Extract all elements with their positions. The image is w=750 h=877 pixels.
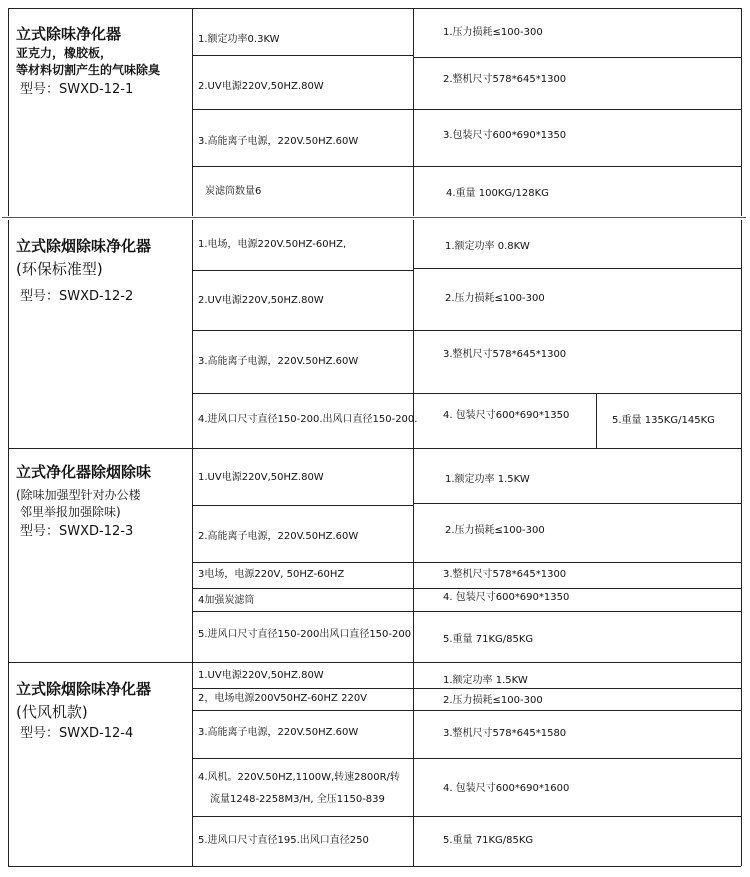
model-number: 型号：SWXD-12-2: [20, 289, 134, 304]
spec-cell: 2.压力损耗≤100-300: [445, 525, 545, 536]
product-title: 立式除烟除味净化器: [16, 237, 152, 255]
spec-cell: 3电场，电源220V, 50HZ-60HZ: [198, 569, 345, 580]
spec-cell: 1.电场，电源220V.50HZ-60HZ,: [198, 239, 347, 250]
product-title: 立式除烟除味净化器: [16, 680, 152, 698]
spec-cell: 1.UV电源220V,50HZ.80W: [198, 670, 324, 681]
spec-cell: 2.整机尺寸578*645*1300: [443, 74, 567, 85]
section-separator: [2, 217, 746, 218]
spec-cell: 5.重量 71KG/85KG: [443, 634, 534, 645]
spec-cell: 5.重量 135KG/145KG: [612, 415, 715, 426]
spec-cell: 流量1248-2258M3/H, 全压1150-839: [210, 794, 385, 805]
spec-cell: 4.风机。220V.50HZ,1100W,转速2800R/转: [198, 772, 400, 783]
model-number: 型号：SWXD-12-3: [20, 524, 134, 539]
spec-cell: 3.整机尺寸578*645*1300: [443, 349, 567, 360]
product-title: 立式除味净化器: [16, 25, 122, 43]
product-subtitle: 亚克力，橡胶板，: [16, 46, 113, 60]
model-number: 型号：SWXD-12-4: [20, 726, 134, 741]
spec-cell: 3.包装尺寸600*690*1350: [443, 130, 567, 141]
spec-cell: 1.额定功率 1.5KW: [445, 474, 530, 485]
product-subtitle: 等材料切割产生的气味除臭: [16, 63, 161, 77]
model-number: 型号：SWXD-12-1: [20, 82, 134, 97]
product-title: 立式净化器除烟除味: [16, 463, 152, 481]
spec-cell: 5.进风口尺寸直径150-200出风口直径150-200: [198, 629, 412, 640]
spec-cell: 1.额定功率0.3KW: [198, 34, 280, 45]
spec-cell: 2.压力损耗≤100-300: [445, 293, 545, 304]
spec-cell: 4加强炭滤筒: [198, 595, 255, 606]
spec-cell: 3.高能离子电源，220V.50HZ.60W: [198, 136, 359, 147]
spec-cell: 1.额定功率 1.5KW: [443, 675, 528, 686]
spec-cell: 4.进风口尺寸直径150-200.出风口直径150-200.: [198, 414, 418, 425]
spec-cell: 3.整机尺寸578*645*1300: [443, 569, 567, 580]
spec-cell: 4.重量 100KG/128KG: [446, 188, 549, 199]
spec-cell: 2.UV电源220V,50HZ.80W: [198, 81, 324, 92]
product-subtitle: (环保标准型): [16, 260, 103, 278]
spec-cell: 4. 包装尺寸600*690*1350: [443, 410, 570, 421]
spec-cell: 炭滤筒数量6: [205, 186, 262, 197]
spec-cell: 1.压力损耗≤100-300: [443, 27, 543, 38]
spec-cell: 1.额定功率 0.8KW: [445, 241, 530, 252]
spec-cell: 3.高能离子电源，220V.50HZ.60W: [198, 727, 359, 738]
spec-cell: 2.UV电源220V,50HZ.80W: [198, 295, 324, 306]
spec-cell: 4. 包装尺寸600*690*1600: [443, 783, 570, 794]
spec-cell: 1.UV电源220V,50HZ.80W: [198, 472, 324, 483]
spec-cell: 2.高能离子电源，220V.50HZ.60W: [198, 531, 359, 542]
spec-cell: 3.整机尺寸578*645*1580: [443, 728, 567, 739]
spec-cell: 4. 包装尺寸600*690*1350: [443, 592, 570, 603]
product-subtitle: (除味加强型针对办公楼: [16, 488, 141, 502]
product-subtitle: (代风机款): [16, 703, 88, 721]
spec-cell: 3.高能离子电源，220V.50HZ.60W: [198, 356, 359, 367]
spec-cell: 5.进风口尺寸直径195.出风口直径250: [198, 835, 369, 846]
spec-cell: 2.压力损耗≤100-300: [443, 695, 543, 706]
spec-cell: 2，电场电源200V50HZ-60HZ 220V: [198, 693, 368, 704]
spec-cell: 5.重量 71KG/85KG: [443, 835, 534, 846]
product-subtitle: 邻里举报加强除味): [20, 505, 121, 519]
